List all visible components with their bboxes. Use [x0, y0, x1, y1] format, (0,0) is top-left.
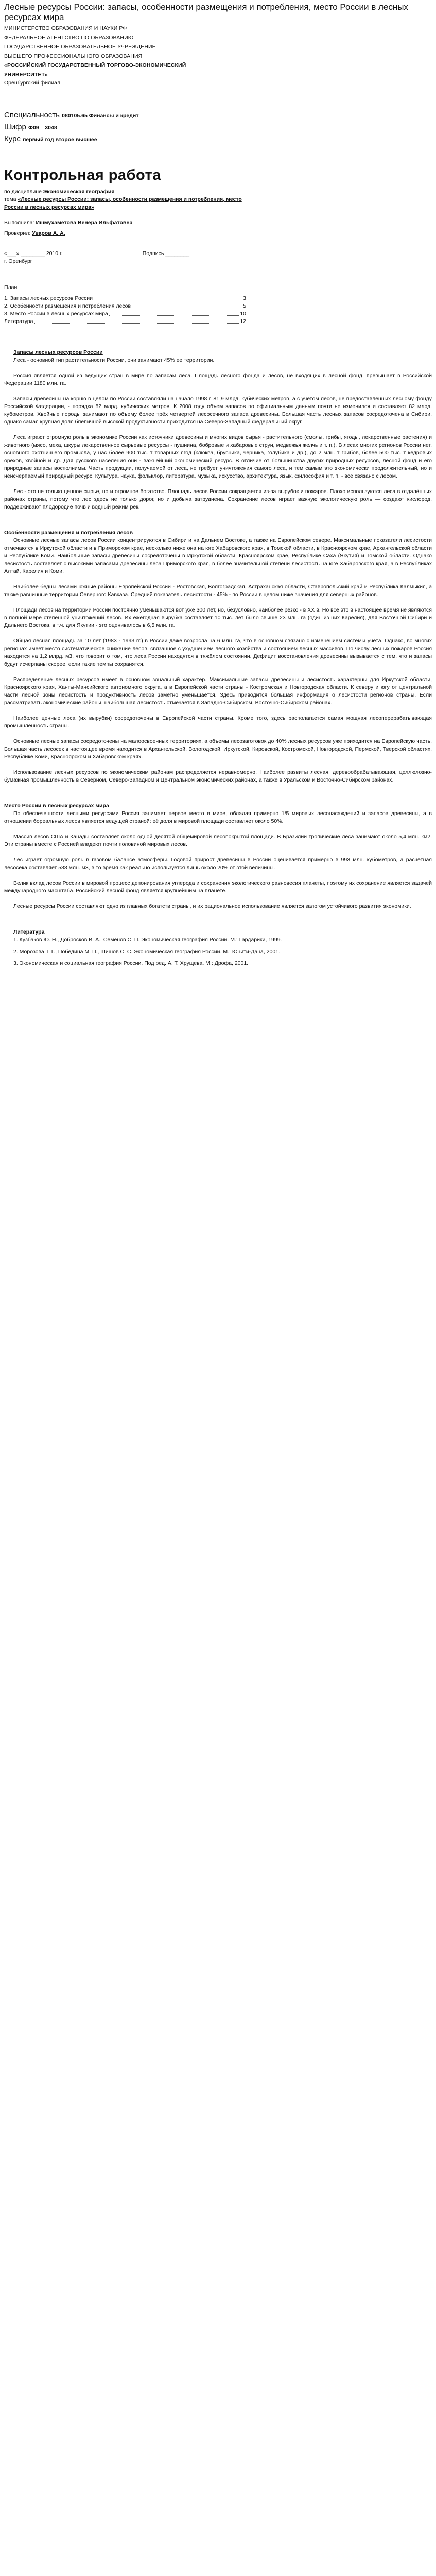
paragraph: Основные лесные запасы лесов России концентрируются в Сибири и на Дальнем Востоке, а также на Европейском севере. Максимальные показатели лесистости отмечаются в Иркутской области и в Приморском крае, несколько ниже она на юге Хабаровского края, в Томской области, в Красноярском крае, Архангельской области и Республике Коми. Наибольшие запасы древесины сосредоточены в Иркутской области, Красноярском крае, Республике Саха (Якутия) и Томской области. Однако лесистость составляет с высокими запасами древесины леса Приморского края, в более значительной степени лесистость на юге Хабаровского края, а в Республиках Алтай, Карелия и Коми. — [4, 537, 432, 574]
plan-label: План — [4, 284, 18, 291]
theme-label: тема — [4, 196, 16, 202]
performer-row — [4, 219, 432, 227]
date-signature-row — [4, 250, 189, 258]
theme-row — [4, 196, 246, 211]
literature-item: 1. Кузбаков Ю. Н., Добросков В. А., Семенов С. П. Экономическая география России. М.: Гардарики, 1999. — [13, 937, 282, 943]
paragraph: Лес играет огромную роль в газовом балансе атмосферы. Годовой прирост древесины в России оценивается примерно в 993 млн. кубометров, а расчётная лесосека составляет 538 млн. м3, в то время как реально используется лишь около 20% от этой величины. — [4, 857, 432, 871]
literature-item: 2. Морозова Т. Г., Победина М. П., Шишов С. С. Экономическая география России. М.: Юнити-Дана, 2001. — [13, 948, 280, 955]
plan-item: 3. Место России в лесных ресурсах мира 10 — [4, 311, 246, 317]
plan-item: 1. Запасы лесных ресурсов России 3 — [4, 295, 246, 301]
cipher-label: Шифр — [4, 123, 26, 131]
plan-item: 2. Особенности размещения и потребления лесов 5 — [4, 303, 246, 309]
paragraph: Основные лесные запасы сосредоточены на малоосвоенных территориях, а объемы лесозаготовок до 40% лесных ресурсов уже приходится на Европейскую часть. Большая часть лесосек в настоящее время находится в Архангельской, Вологодской, Иркутской, Кировской, Костромской, Новгородской, Пермской, Тверской областях, Республике Коми, Красноярском и Хабаровском краях. — [4, 738, 432, 760]
paragraph: По обеспеченности лесными ресурсами Россия занимает первое место в мире, обладая примерно 1/5 мировых лесонасаждений и запасов древесины, а в отношении бореальных лесов является ведущей страной: её доля в мировой площади составляет около 50%. — [4, 810, 432, 824]
course-value: первый год второе высшее — [23, 137, 97, 143]
literature-heading: Литература — [13, 929, 45, 935]
paragraph: Запасы древесины на корню в целом по России составляли на начало 1998 г. 81,9 млрд. кубических метров, а с учетом лесов, не предоставленных лесному фонду Российской Федерации, - порядка 82 млрд. кубических метров. К 2008 году объем запасов по официальным данным почти не изменился и составляет 82 млрд. кубометров. Хвойные породы занимают по объему более трёх четвертей лесосечного запаса древесины. Большая часть лесных запасов сосредоточена в Сибири, однако самая крупная доля бпепичной высокой продуктивности приходится на Северо-Западный федеральный округ. — [4, 396, 432, 425]
specialty-value: 080105.65 Финансы и кредит — [62, 113, 139, 119]
cipher-row — [4, 122, 432, 133]
paragraph: Площади лесов на территории России постоянно уменьшаются вот уже 300 лет, но, безусловно, наиболее резко - в XX в. Но все это в настоящее время не являются в полной мере степенной уничтожений лесов. Их ежегодная вырубка составляет 10 тыс. лет было свыше 23 млн. га (один из них Карелия), для Восточной Сибири и Дальнего Востока, в т.ч. для Якутии - это оценивалось в 6,5 млн. га. — [4, 607, 432, 629]
paragraph: Россия является одной из ведущих стран в мире по запасам леса. Площадь лесного фонда и лесов, не входящих в лесной фонд, превышает в Российской Федерации 1180 млн. га. — [4, 372, 432, 386]
paragraph: Наиболее бедны лесами южные районы Европейской России - Ростовская, Волгоградская, Астраханская области, Ставропольский край и Республика Калмыкия, а также равнинные территории Северного Кавказа. Средний показатель лесистости - 45% - по России в целом ниже значения для северных районов. — [4, 584, 432, 598]
course-label: Курс — [4, 134, 21, 143]
level-line: ВЫСШЕГО ПРОФЕССИОНАЛЬНОГО ОБРАЗОВАНИЯ — [4, 53, 143, 59]
section-heading-world-place: Место России в лесных ресурсах мира — [4, 803, 109, 809]
discipline-row — [4, 188, 432, 196]
paragraph: Распределение лесных ресурсов имеет в основном зональный характер. Максимальные запасы древесины и лесистость характерны для Иркутской области, Красноярского края, Ханты-Мансийского автономного округа, а в Европейской части страны - Костромская и Новгородская области. К северу и югу от центральной части лесной зоны лесистость и продуктивность лесов заметно уменьшается. Здесь приводится большая информация о лесистости регионов страны. Если рассматривать экономические районы, наибольшая лесистость отмечается в Западно-Сибирском, Восточно-Сибирском районах. — [4, 676, 432, 706]
literature-item: 3. Экономическая и социальная география России. Под ред. А. Т. Хрущева. М.: Дрофа, 2001. — [13, 960, 249, 967]
signature-label: Подпись ________ — [142, 250, 189, 257]
paragraph: Леса играют огромную роль в экономике России как источники древесины и многих видов сырья - растительного (смолы, грибы, ягоды, лекарственные растения) и животного (мясо, меха, шкуры лекарственное сырьевые ресурсы - пушнина, бобровые и хабаровые струи, медвежья желчь и т. п.). В лесах многих регионов России нет, основного охотничьего промысла, у нас более 900 тыс. т товарных ягод (клюква, брусника, черника, голубика и др.), до 2 млн. т грибов, более 500 тыс. т кедровых орехов, хвойной и др. Для русского населения они - важнейший экономический ресурс. В отличие от большинства других природных ресурсов, лесной фонд и его природные запасы восполнимы. Часть продукции, получаемой от леса, не требует уничтожения самого леса, и тем самым это экономически продолжительный, но и неисчерпаемый природный ресурс. Культура, наука, фольклор, литература, музыка, искусство, архитектура, язык, философия и т. п. - все связано с лесом. — [4, 434, 432, 479]
paragraph: Наиболее ценные леса (их вырубки) сосредоточены в Европейской части страны. Кроме того, здесь располагается самая мощная лесоперерабатывающая промышленность страны. — [4, 715, 432, 729]
performer-value: Ишмухаметова Венера Ильфатовна — [36, 219, 133, 226]
specialty-label: Специальность — [4, 111, 60, 120]
paragraph: Велик вклад лесов России в мировой процесс депонирования углерода и сохранения экологического равновесия планеты, поэтому их сохранение является задачей международного масштаба. Российский лесной фонд является крупнейшим на планете. — [4, 880, 432, 894]
section-heading-placement: Особенности размещения и потребления лесов — [4, 530, 133, 536]
university-line: «РОССИЙСКИЙ ГОСУДАРСТВЕННЫЙ ТОРГОВО-ЭКОНОМИЧЕСКИЙ УНИВЕРСИТЕТ» — [4, 62, 186, 78]
city: г. Оренбург — [4, 258, 32, 264]
discipline-value: Экономическая география — [43, 189, 115, 195]
paragraph: Лес - это не только ценное сырьё, но и огромное богатство. Площадь лесов России сокращается из-за вырубок и пожаров. Плохо используются леса в отдалённых районах страны, потому что лес здесь не только дорог, но и добыча затруднена. Сохранение лесов играет важную экологическую роль — создают кислород, поддерживают плодородие почв и водный режим рек. — [4, 488, 432, 510]
plan-list — [4, 295, 246, 326]
paragraph: Использование лесных ресурсов по экономическим районам распределяется неравномерно. Наиболее развиты лесная, деревообрабатывающая, целлюлозно-бумажная промышленность в Северном, Северо-Западном и Центральном экономических районах, а также в Уральском и Восточно-Сибирском районах. — [4, 769, 432, 783]
discipline-label: по дисциплине — [4, 189, 42, 195]
course-row — [4, 133, 432, 145]
checker-value: Уваров А. А. — [32, 230, 65, 236]
theme-value: «Лесные ресурсы России: запасы, особенности размещения и потребления, место России в лесных ресурсах мира» — [4, 196, 242, 210]
checker-row — [4, 230, 432, 238]
document-title: Лесные ресурсы России: запасы, особенности размещения и потребления, место России в лесных ресурсах мира — [4, 2, 408, 22]
paragraph: Массив лесов США и Канады составляет около одной десятой общемировой лесопокрытой площади. В Бразилии тропические леса занимают около 5,4 млн. км2. Эти страны вместе с Россией владеют почти половиной мировых лесов. — [4, 834, 432, 848]
specialty-row — [4, 110, 432, 122]
cipher-value: Ф09 – 3048 — [28, 125, 57, 131]
branch-line: Оренбургский филиал — [4, 80, 60, 86]
paragraph: Общая лесная площадь за 10 лет (1983 - 1993 гг.) в России даже возросла на 6 млн. га, что в основном связано с изменением системы учета. Однако, во многих регионах имеет место систематическое снижение лесов, связанное с ухудшением лесного хозяйства и состоянием лесных массивов. По числу лесных пожаров Россия находится на 1,2 млрд. м3, что говорит о том, что леса России находятся в тяжёлом состоянии. Дефицит восстановления древесины вызывается с тем, что и запасы будут исчерпаны скорее, если такие темпы сохранятся. — [4, 638, 432, 667]
section-heading-reserves: Запасы лесных ресурсов России — [13, 349, 103, 355]
paragraph: Леса - основной тип растительности России, они занимают 45% ее территории. — [13, 357, 215, 363]
date-line: «___» ________ 2010 г. — [4, 250, 63, 257]
agency-line: ФЕДЕРАЛЬНОЕ АГЕНТСТВО ПО ОБРАЗОВАНИЮ — [4, 35, 134, 41]
ministry-line: МИНИСТЕРСТВО ОБРАЗОВАНИЯ И НАУКИ РФ — [4, 25, 127, 31]
work-heading: Контрольная работа — [4, 167, 161, 183]
institution-line: ГОСУДАРСТВЕННОЕ ОБРАЗОВАТЕЛЬНОЕ УЧРЕЖДЕНИЕ — [4, 44, 156, 50]
performer-label: Выполнила: — [4, 219, 34, 226]
paragraph: Лесные ресурсы России составляют одно из главных богатств страны, и их рациональное использование является залогом устойчивого развития экономики. — [13, 903, 411, 909]
checker-label: Проверил: — [4, 230, 31, 236]
document-page — [4, 0, 432, 968]
plan-item: Литература 12 — [4, 318, 246, 325]
